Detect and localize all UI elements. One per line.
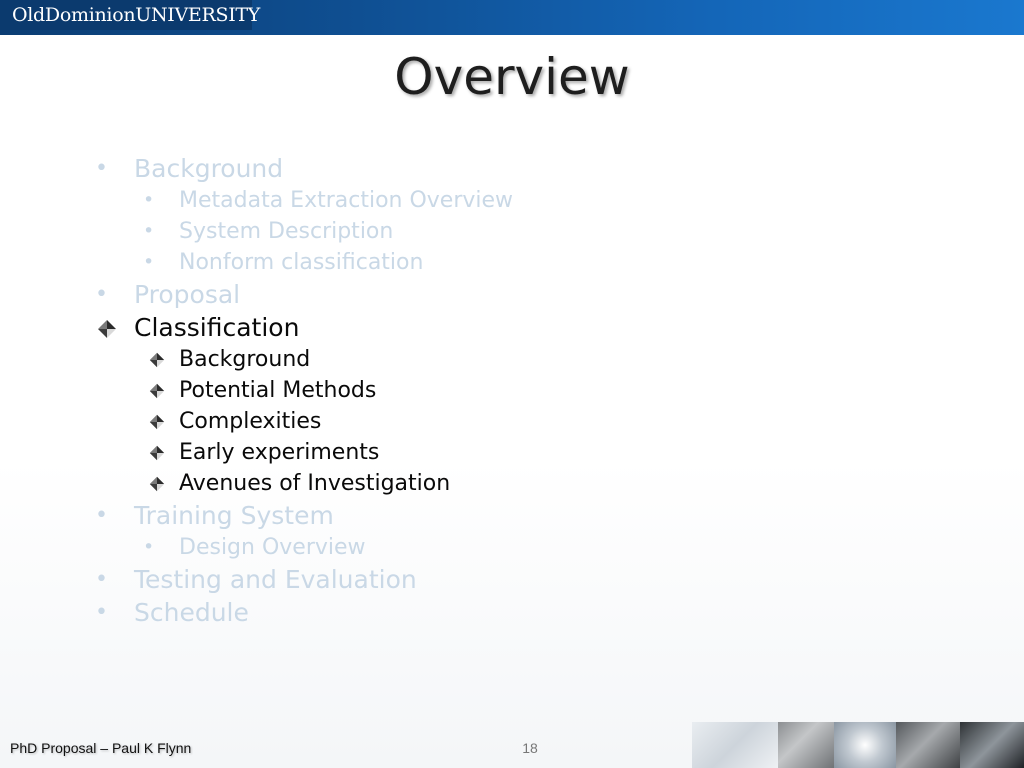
outline-item: [95, 375, 895, 406]
footer-image-strip: [692, 722, 1024, 768]
university-logo: [0, 0, 261, 30]
outline-item: [95, 468, 895, 499]
bullet-dot-icon: •: [143, 189, 155, 211]
outline-item: [95, 278, 895, 311]
diamond-bullet-icon: [149, 352, 165, 368]
slide-title: Overview: [394, 48, 630, 106]
logo-text: OldDominionUNIVERSITY: [12, 4, 261, 26]
outline-item: [95, 216, 895, 247]
diamond-bullet-icon: [149, 445, 165, 461]
outline-item-label: Background: [179, 347, 311, 372]
outline-item: [95, 532, 895, 563]
outline-item: [95, 406, 895, 437]
diamond-bullet-icon: [97, 319, 117, 339]
outline-item: [95, 437, 895, 468]
diamond-bullet-icon: [149, 414, 165, 430]
bullet-dot-icon: •: [95, 156, 108, 181]
bullet-dot-icon: •: [143, 220, 155, 242]
outline-item-label: Schedule: [134, 598, 249, 627]
outline-item-label: Avenues of Investigation: [179, 471, 451, 496]
outline-item: [95, 596, 895, 629]
footer-image-5: [960, 722, 1024, 768]
outline-item-label: Metadata Extraction Overview: [179, 188, 514, 213]
footer-image-3: [834, 722, 896, 768]
diamond-bullet-icon: [149, 383, 165, 399]
outline-item: [95, 563, 895, 596]
bullet-dot-icon: •: [95, 503, 108, 528]
outline-item-label: System Description: [179, 219, 394, 244]
outline-item-label: Design Overview: [179, 535, 366, 560]
outline-item-label: Potential Methods: [179, 378, 377, 403]
diamond-bullet-icon: [149, 476, 165, 492]
outline-item-label: Classification: [134, 313, 300, 342]
bullet-dot-icon: •: [95, 282, 108, 307]
outline-item: [95, 344, 895, 375]
outline-item-label: Training System: [134, 501, 334, 530]
bullet-dot-icon: •: [143, 251, 155, 273]
outline-item-label: Complexities: [179, 409, 322, 434]
footer-image-1: [692, 722, 778, 768]
header-banner: [0, 0, 1024, 35]
page-number: 18: [522, 740, 538, 756]
bullet-dot-icon: •: [95, 600, 108, 625]
outline-item: [95, 185, 895, 216]
outline-item: [95, 152, 895, 185]
outline-item-label: Testing and Evaluation: [134, 565, 417, 594]
bullet-dot-icon: •: [95, 567, 108, 592]
outline-item-label: Early experiments: [179, 440, 380, 465]
bullet-dot-icon: •: [143, 536, 155, 558]
footer-image-2: [778, 722, 834, 768]
outline-item-label: Proposal: [134, 280, 241, 309]
outline-item: [95, 311, 895, 344]
outline-list: [95, 152, 895, 629]
footer-image-4: [896, 722, 960, 768]
outline-item: [95, 247, 895, 278]
outline-item: [95, 499, 895, 532]
footer-author: PhD Proposal – Paul K Flynn: [10, 740, 192, 756]
outline-item-label: Background: [134, 154, 284, 183]
outline-item-label: Nonform classification: [179, 250, 424, 275]
